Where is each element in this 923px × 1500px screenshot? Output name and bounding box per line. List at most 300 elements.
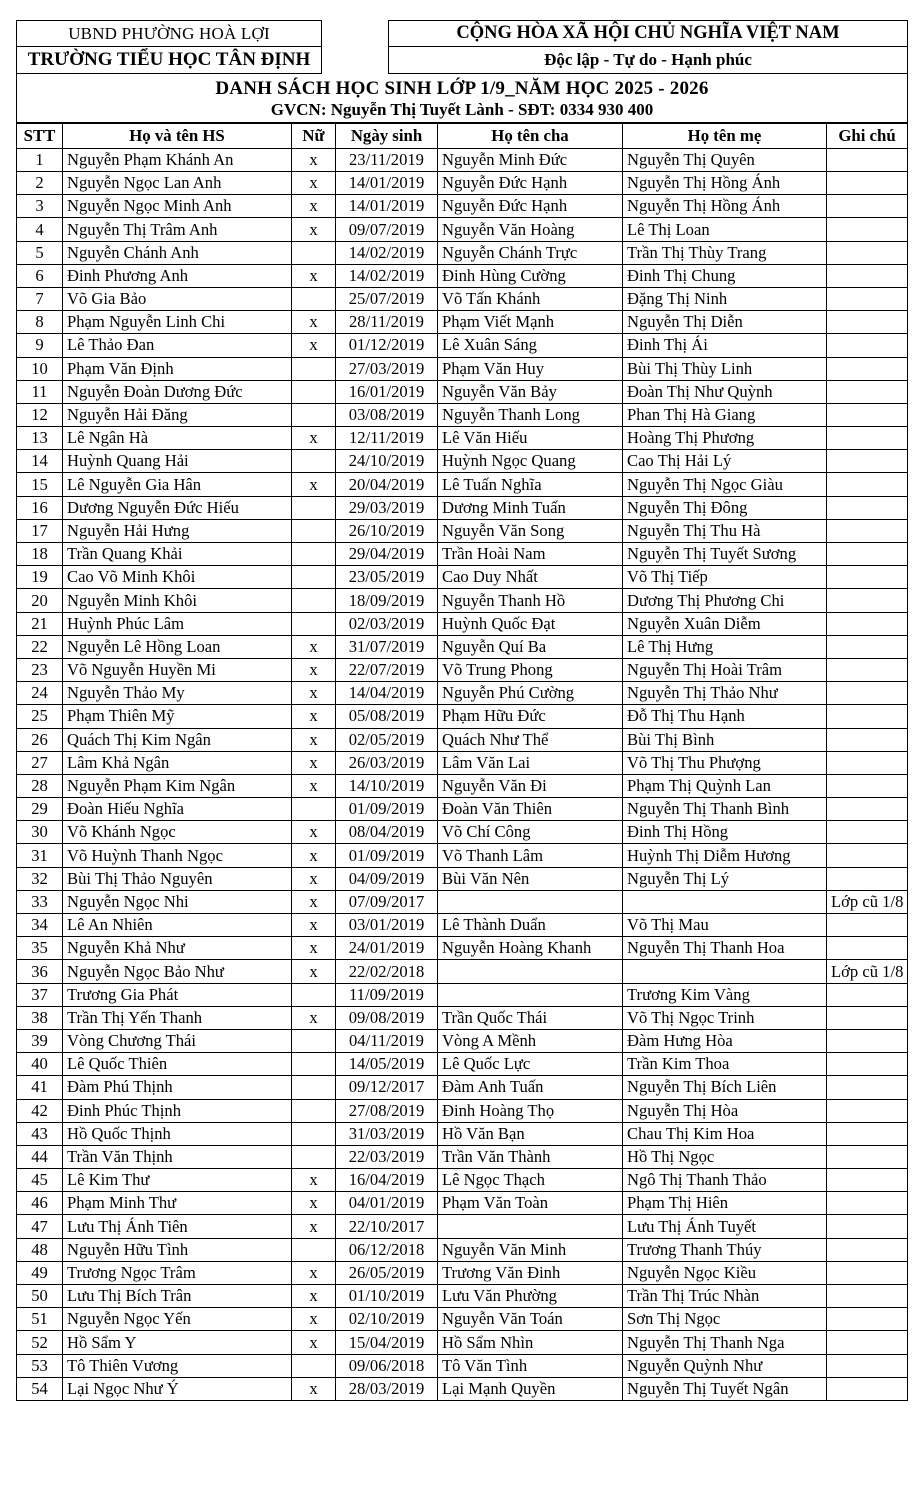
cell-note xyxy=(827,612,908,635)
cell-stt: 18 xyxy=(17,543,63,566)
cell-stt: 51 xyxy=(17,1308,63,1331)
cell-note xyxy=(827,844,908,867)
cell-stt: 38 xyxy=(17,1006,63,1029)
cell-stt: 31 xyxy=(17,844,63,867)
cell-dob: 14/05/2019 xyxy=(336,1053,438,1076)
cell-student-name: Nguyễn Chánh Anh xyxy=(63,241,292,264)
cell-student-name: Quách Thị Kim Ngân xyxy=(63,728,292,751)
table-row xyxy=(17,983,908,1006)
cell-student-name: Trần Quang Khải xyxy=(63,543,292,566)
table-row xyxy=(17,1377,908,1400)
cell-student-name: Phạm Nguyễn Linh Chi xyxy=(63,311,292,334)
cell-stt: 34 xyxy=(17,914,63,937)
cell-mother-name: Trần Thị Thùy Trang xyxy=(623,241,827,264)
table-row xyxy=(17,635,908,658)
cell-mother-name: Nguyễn Thị Thanh Bình xyxy=(623,798,827,821)
cell-father-name xyxy=(438,960,623,983)
cell-stt: 42 xyxy=(17,1099,63,1122)
cell-student-name: Nguyễn Ngọc Lan Anh xyxy=(63,172,292,195)
cell-dob: 24/01/2019 xyxy=(336,937,438,960)
cell-female: x xyxy=(292,1331,336,1354)
school-name-text: TRƯỜNG TIỂU HỌC TÂN ĐỊNH xyxy=(27,49,311,70)
cell-mother-name: Nguyễn Thị Quyên xyxy=(623,148,827,171)
cell-female: x xyxy=(292,1215,336,1238)
table-row xyxy=(17,728,908,751)
cell-stt: 53 xyxy=(17,1354,63,1377)
cell-dob: 14/01/2019 xyxy=(336,195,438,218)
table-row xyxy=(17,218,908,241)
cell-student-name: Võ Huỳnh Thanh Ngọc xyxy=(63,844,292,867)
table-row xyxy=(17,1053,908,1076)
cell-father-name: Trương Văn Đinh xyxy=(438,1261,623,1284)
cell-father-name xyxy=(438,983,623,1006)
cell-father-name: Đàm Anh Tuấn xyxy=(438,1076,623,1099)
cell-mother-name: Dương Thị Phương Chi xyxy=(623,589,827,612)
cell-mother-name: Lê Thị Hưng xyxy=(623,635,827,658)
cell-father-name: Lâm Văn Lai xyxy=(438,751,623,774)
table-row xyxy=(17,751,908,774)
cell-father-name xyxy=(438,890,623,913)
cell-mother-name: Nguyễn Thị Bích Liên xyxy=(623,1076,827,1099)
cell-father-name: Nguyễn Văn Hoàng xyxy=(438,218,623,241)
cell-dob: 01/09/2019 xyxy=(336,844,438,867)
cell-stt: 44 xyxy=(17,1145,63,1168)
column-header-dob: Ngày sinh xyxy=(336,123,438,148)
cell-mother-name: Nguyễn Thị Thảo Như xyxy=(623,682,827,705)
cell-father-name: Trần Quốc Thái xyxy=(438,1006,623,1029)
table-row xyxy=(17,705,908,728)
cell-note xyxy=(827,705,908,728)
header-spacer-2 xyxy=(322,47,389,74)
cell-mother-name: Phan Thị Hà Giang xyxy=(623,403,827,426)
cell-female: x xyxy=(292,1169,336,1192)
cell-stt: 5 xyxy=(17,241,63,264)
cell-mother-name: Nguyễn Thị Thu Hà xyxy=(623,519,827,542)
document-header xyxy=(16,20,908,74)
cell-father-name: Lại Mạnh Quyền xyxy=(438,1377,623,1400)
cell-dob: 09/08/2019 xyxy=(336,1006,438,1029)
cell-dob: 03/08/2019 xyxy=(336,403,438,426)
cell-stt: 32 xyxy=(17,867,63,890)
cell-stt: 30 xyxy=(17,821,63,844)
table-row xyxy=(17,1099,908,1122)
cell-mother-name xyxy=(623,960,827,983)
column-header-mother: Họ tên mẹ xyxy=(623,123,827,148)
cell-student-name: Lê An Nhiên xyxy=(63,914,292,937)
cell-mother-name: Võ Thị Ngọc Trinh xyxy=(623,1006,827,1029)
cell-dob: 04/01/2019 xyxy=(336,1192,438,1215)
cell-dob: 22/10/2017 xyxy=(336,1215,438,1238)
cell-mother-name: Đinh Thị Hồng xyxy=(623,821,827,844)
table-row xyxy=(17,519,908,542)
cell-note xyxy=(827,1006,908,1029)
cell-female: x xyxy=(292,728,336,751)
cell-father-name: Hồ Sẩm Nhìn xyxy=(438,1331,623,1354)
cell-female xyxy=(292,1238,336,1261)
cell-mother-name: Nguyễn Thị Tuyết Sương xyxy=(623,543,827,566)
cell-female: x xyxy=(292,751,336,774)
cell-note xyxy=(827,241,908,264)
cell-stt: 22 xyxy=(17,635,63,658)
cell-mother-name: Nguyễn Ngọc Kiều xyxy=(623,1261,827,1284)
table-row xyxy=(17,473,908,496)
cell-stt: 36 xyxy=(17,960,63,983)
cell-stt: 25 xyxy=(17,705,63,728)
cell-student-name: Đoàn Hiếu Nghĩa xyxy=(63,798,292,821)
cell-dob: 14/01/2019 xyxy=(336,172,438,195)
cell-dob: 05/08/2019 xyxy=(336,705,438,728)
cell-father-name: Nguyễn Văn Bảy xyxy=(438,380,623,403)
cell-student-name: Đinh Phúc Thịnh xyxy=(63,1099,292,1122)
cell-student-name: Nguyễn Thị Trâm Anh xyxy=(63,218,292,241)
cell-father-name: Đoàn Văn Thiên xyxy=(438,798,623,821)
cell-note xyxy=(827,496,908,519)
cell-student-name: Lê Quốc Thiên xyxy=(63,1053,292,1076)
cell-father-name: Nguyễn Văn Đi xyxy=(438,774,623,797)
table-row xyxy=(17,1192,908,1215)
cell-father-name: Nguyễn Phú Cường xyxy=(438,682,623,705)
table-row xyxy=(17,566,908,589)
cell-note xyxy=(827,867,908,890)
table-row xyxy=(17,380,908,403)
cell-stt: 20 xyxy=(17,589,63,612)
cell-dob: 22/02/2018 xyxy=(336,960,438,983)
cell-student-name: Bùi Thị Thảo Nguyên xyxy=(63,867,292,890)
cell-female xyxy=(292,612,336,635)
cell-father-name: Lê Văn Hiếu xyxy=(438,427,623,450)
table-row xyxy=(17,450,908,473)
cell-stt: 39 xyxy=(17,1029,63,1052)
cell-stt: 10 xyxy=(17,357,63,380)
cell-note: Lớp cũ 1/8 xyxy=(827,890,908,913)
table-row xyxy=(17,1238,908,1261)
cell-female: x xyxy=(292,1261,336,1284)
table-row xyxy=(17,195,908,218)
cell-note xyxy=(827,1285,908,1308)
cell-father-name: Nguyễn Hoàng Khanh xyxy=(438,937,623,960)
table-body xyxy=(17,148,908,1400)
cell-female: x xyxy=(292,682,336,705)
cell-female: x xyxy=(292,914,336,937)
cell-mother-name: Phạm Thị Hiên xyxy=(623,1192,827,1215)
cell-note xyxy=(827,1099,908,1122)
table-row xyxy=(17,1331,908,1354)
cell-dob: 08/04/2019 xyxy=(336,821,438,844)
cell-stt: 15 xyxy=(17,473,63,496)
cell-note xyxy=(827,1238,908,1261)
cell-student-name: Nguyễn Lê Hồng Loan xyxy=(63,635,292,658)
cell-father-name: Võ Chí Công xyxy=(438,821,623,844)
cell-dob: 23/11/2019 xyxy=(336,148,438,171)
cell-note xyxy=(827,543,908,566)
cell-note xyxy=(827,774,908,797)
cell-student-name: Phạm Văn Định xyxy=(63,357,292,380)
cell-mother-name: Chau Thị Kim Hoa xyxy=(623,1122,827,1145)
cell-stt: 8 xyxy=(17,311,63,334)
cell-female xyxy=(292,1099,336,1122)
cell-dob: 01/10/2019 xyxy=(336,1285,438,1308)
cell-father-name xyxy=(438,1215,623,1238)
cell-dob: 14/10/2019 xyxy=(336,774,438,797)
cell-student-name: Huỳnh Quang Hải xyxy=(63,450,292,473)
cell-father-name: Phạm Viết Mạnh xyxy=(438,311,623,334)
cell-female xyxy=(292,380,336,403)
cell-female: x xyxy=(292,635,336,658)
cell-stt: 13 xyxy=(17,427,63,450)
cell-dob: 04/11/2019 xyxy=(336,1029,438,1052)
cell-stt: 49 xyxy=(17,1261,63,1284)
cell-dob: 16/04/2019 xyxy=(336,1169,438,1192)
cell-note xyxy=(827,195,908,218)
cell-father-name: Nguyễn Quí Ba xyxy=(438,635,623,658)
cell-dob: 09/06/2018 xyxy=(336,1354,438,1377)
school-name xyxy=(17,47,322,74)
cell-father-name: Lưu Văn Phường xyxy=(438,1285,623,1308)
cell-female xyxy=(292,798,336,821)
cell-note xyxy=(827,334,908,357)
cell-mother-name: Nguyễn Thị Diễn xyxy=(623,311,827,334)
cell-student-name: Trương Ngọc Trâm xyxy=(63,1261,292,1284)
table-row xyxy=(17,1285,908,1308)
cell-stt: 7 xyxy=(17,287,63,310)
cell-dob: 27/08/2019 xyxy=(336,1099,438,1122)
cell-stt: 21 xyxy=(17,612,63,635)
table-row xyxy=(17,1261,908,1284)
cell-dob: 26/10/2019 xyxy=(336,519,438,542)
cell-female xyxy=(292,543,336,566)
cell-father-name: Lê Thành Duẩn xyxy=(438,914,623,937)
cell-mother-name: Phạm Thị Quỳnh Lan xyxy=(623,774,827,797)
table-row xyxy=(17,1029,908,1052)
cell-female xyxy=(292,1076,336,1099)
cell-note xyxy=(827,172,908,195)
cell-dob: 16/01/2019 xyxy=(336,380,438,403)
cell-stt: 23 xyxy=(17,658,63,681)
cell-note xyxy=(827,798,908,821)
cell-mother-name: Nguyễn Thị Hòa xyxy=(623,1099,827,1122)
cell-dob: 24/10/2019 xyxy=(336,450,438,473)
cell-mother-name: Võ Thị Tiếp xyxy=(623,566,827,589)
cell-note xyxy=(827,287,908,310)
cell-dob: 11/09/2019 xyxy=(336,983,438,1006)
cell-female: x xyxy=(292,844,336,867)
table-row xyxy=(17,1354,908,1377)
cell-stt: 54 xyxy=(17,1377,63,1400)
cell-female xyxy=(292,496,336,519)
cell-female: x xyxy=(292,867,336,890)
cell-note xyxy=(827,821,908,844)
cell-note xyxy=(827,589,908,612)
cell-stt: 41 xyxy=(17,1076,63,1099)
cell-dob: 25/07/2019 xyxy=(336,287,438,310)
cell-dob: 02/10/2019 xyxy=(336,1308,438,1331)
cell-father-name: Võ Tấn Khánh xyxy=(438,287,623,310)
cell-note xyxy=(827,1331,908,1354)
table-row xyxy=(17,264,908,287)
cell-female xyxy=(292,1354,336,1377)
cell-female xyxy=(292,1122,336,1145)
table-row xyxy=(17,1169,908,1192)
table-row xyxy=(17,937,908,960)
table-row xyxy=(17,844,908,867)
cell-father-name: Võ Trung Phong xyxy=(438,658,623,681)
national-motto: Độc lập - Tự do - Hạnh phúc xyxy=(389,47,908,74)
table-row xyxy=(17,682,908,705)
table-header-row xyxy=(17,123,908,148)
table-row xyxy=(17,821,908,844)
cell-note xyxy=(827,1192,908,1215)
cell-student-name: Lâm Khả Ngân xyxy=(63,751,292,774)
cell-father-name: Huỳnh Ngọc Quang xyxy=(438,450,623,473)
cell-mother-name: Ngô Thị Thanh Thảo xyxy=(623,1169,827,1192)
cell-father-name: Nguyễn Văn Song xyxy=(438,519,623,542)
cell-student-name: Võ Nguyễn Huyền Mi xyxy=(63,658,292,681)
cell-dob: 15/04/2019 xyxy=(336,1331,438,1354)
cell-note xyxy=(827,1261,908,1284)
cell-father-name: Nguyễn Đức Hạnh xyxy=(438,195,623,218)
cell-note xyxy=(827,682,908,705)
cell-female: x xyxy=(292,195,336,218)
cell-mother-name: Trần Kim Thoa xyxy=(623,1053,827,1076)
cell-female: x xyxy=(292,890,336,913)
table-row xyxy=(17,890,908,913)
cell-father-name: Phạm Hữu Đức xyxy=(438,705,623,728)
cell-stt: 37 xyxy=(17,983,63,1006)
table-row xyxy=(17,334,908,357)
cell-stt: 28 xyxy=(17,774,63,797)
cell-note xyxy=(827,148,908,171)
table-row xyxy=(17,1076,908,1099)
cell-female: x xyxy=(292,172,336,195)
header-row-1 xyxy=(17,21,908,47)
cell-father-name: Nguyễn Thanh Hồ xyxy=(438,589,623,612)
cell-father-name: Phạm Văn Huy xyxy=(438,357,623,380)
table-row xyxy=(17,241,908,264)
cell-mother-name: Hoàng Thị Phương xyxy=(623,427,827,450)
cell-student-name: Vòng Chương Thái xyxy=(63,1029,292,1052)
cell-student-name: Nguyễn Phạm Kim Ngân xyxy=(63,774,292,797)
cell-student-name: Cao Võ Minh Khôi xyxy=(63,566,292,589)
cell-stt: 9 xyxy=(17,334,63,357)
table-row xyxy=(17,798,908,821)
cell-father-name: Nguyễn Văn Toán xyxy=(438,1308,623,1331)
cell-stt: 35 xyxy=(17,937,63,960)
cell-mother-name: Trương Thanh Thúy xyxy=(623,1238,827,1261)
cell-dob: 31/07/2019 xyxy=(336,635,438,658)
cell-mother-name: Đàm Hưng Hòa xyxy=(623,1029,827,1052)
cell-mother-name: Huỳnh Thị Diễm Hương xyxy=(623,844,827,867)
cell-student-name: Dương Nguyễn Đức Hiếu xyxy=(63,496,292,519)
table-row xyxy=(17,1122,908,1145)
cell-student-name: Lưu Thị Ánh Tiên xyxy=(63,1215,292,1238)
cell-stt: 1 xyxy=(17,148,63,171)
table-row xyxy=(17,287,908,310)
cell-student-name: Nguyễn Hải Đăng xyxy=(63,403,292,426)
cell-stt: 24 xyxy=(17,682,63,705)
table-row xyxy=(17,914,908,937)
table-row xyxy=(17,172,908,195)
cell-dob: 14/02/2019 xyxy=(336,264,438,287)
cell-student-name: Nguyễn Minh Khôi xyxy=(63,589,292,612)
cell-father-name: Đinh Hoàng Thọ xyxy=(438,1099,623,1122)
cell-note xyxy=(827,473,908,496)
cell-female: x xyxy=(292,774,336,797)
cell-female xyxy=(292,1053,336,1076)
cell-stt: 26 xyxy=(17,728,63,751)
cell-dob: 07/09/2017 xyxy=(336,890,438,913)
cell-dob: 04/09/2019 xyxy=(336,867,438,890)
cell-note xyxy=(827,450,908,473)
cell-mother-name: Sơn Thị Ngọc xyxy=(623,1308,827,1331)
cell-father-name: Nguyễn Đức Hạnh xyxy=(438,172,623,195)
cell-mother-name xyxy=(623,890,827,913)
cell-mother-name: Lê Thị Loan xyxy=(623,218,827,241)
cell-father-name: Võ Thanh Lâm xyxy=(438,844,623,867)
cell-father-name: Huỳnh Quốc Đạt xyxy=(438,612,623,635)
table-row xyxy=(17,311,908,334)
cell-dob: 29/04/2019 xyxy=(336,543,438,566)
cell-note xyxy=(827,1053,908,1076)
cell-dob: 01/09/2019 xyxy=(336,798,438,821)
cell-mother-name: Đinh Thị Ái xyxy=(623,334,827,357)
cell-mother-name: Bùi Thị Bình xyxy=(623,728,827,751)
cell-female xyxy=(292,589,336,612)
cell-female xyxy=(292,1029,336,1052)
cell-student-name: Phạm Thiên Mỹ xyxy=(63,705,292,728)
cell-mother-name: Nguyễn Xuân Diễm xyxy=(623,612,827,635)
cell-female: x xyxy=(292,658,336,681)
cell-female: x xyxy=(292,1285,336,1308)
cell-student-name: Nguyễn Ngọc Bảo Như xyxy=(63,960,292,983)
cell-father-name: Nguyễn Chánh Trực xyxy=(438,241,623,264)
cell-dob: 27/03/2019 xyxy=(336,357,438,380)
cell-note xyxy=(827,519,908,542)
cell-stt: 43 xyxy=(17,1122,63,1145)
cell-dob: 26/05/2019 xyxy=(336,1261,438,1284)
cell-mother-name: Nguyễn Thị Đông xyxy=(623,496,827,519)
cell-dob: 23/05/2019 xyxy=(336,566,438,589)
cell-stt: 2 xyxy=(17,172,63,195)
cell-father-name: Lê Xuân Sáng xyxy=(438,334,623,357)
table-row xyxy=(17,1145,908,1168)
cell-father-name: Nguyễn Minh Đức xyxy=(438,148,623,171)
cell-mother-name: Đặng Thị Ninh xyxy=(623,287,827,310)
cell-student-name: Nguyễn Phạm Khánh An xyxy=(63,148,292,171)
cell-dob: 09/07/2019 xyxy=(336,218,438,241)
cell-mother-name: Nguyễn Thị Hồng Ánh xyxy=(623,195,827,218)
cell-stt: 33 xyxy=(17,890,63,913)
cell-student-name: Hồ Quốc Thịnh xyxy=(63,1122,292,1145)
cell-stt: 27 xyxy=(17,751,63,774)
cell-note xyxy=(827,1169,908,1192)
table-row xyxy=(17,403,908,426)
cell-note xyxy=(827,403,908,426)
cell-note xyxy=(827,1076,908,1099)
cell-female: x xyxy=(292,1006,336,1029)
cell-student-name: Hồ Sẩm Y xyxy=(63,1331,292,1354)
cell-female: x xyxy=(292,311,336,334)
cell-dob: 26/03/2019 xyxy=(336,751,438,774)
table-row xyxy=(17,1215,908,1238)
cell-mother-name: Nguyễn Thị Ngọc Giàu xyxy=(623,473,827,496)
cell-stt: 11 xyxy=(17,380,63,403)
column-header-student-name: Họ và tên HS xyxy=(63,123,292,148)
cell-note xyxy=(827,1308,908,1331)
cell-note xyxy=(827,380,908,403)
cell-student-name: Nguyễn Ngọc Yến xyxy=(63,1308,292,1331)
cell-student-name: Phạm Minh Thư xyxy=(63,1192,292,1215)
cell-female: x xyxy=(292,334,336,357)
